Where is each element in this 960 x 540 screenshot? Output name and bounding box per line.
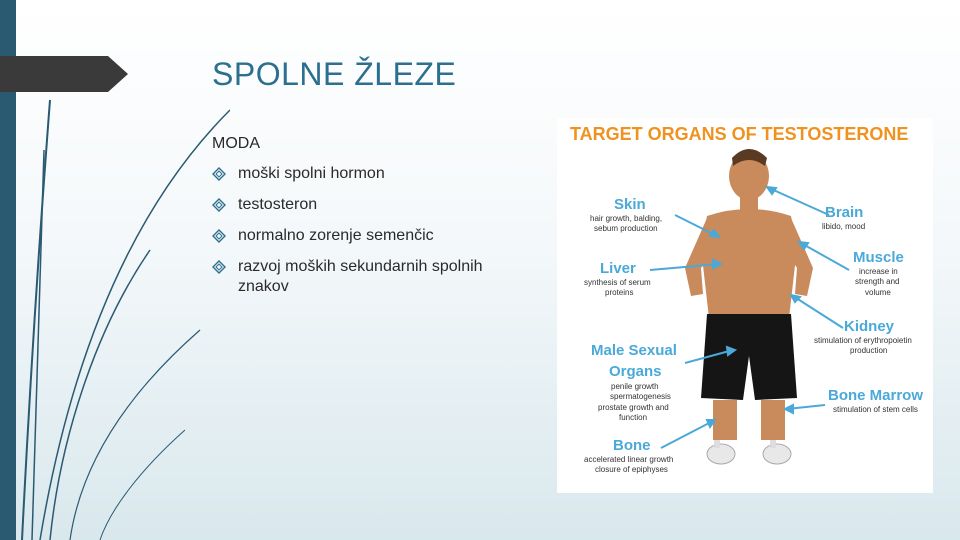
figure-title: TARGET ORGANS OF TESTOSTERONE xyxy=(570,124,909,144)
desc-bone-1: accelerated linear growth xyxy=(584,455,674,464)
bullet-text: normalno zorenje semenčic xyxy=(238,227,434,244)
bullet-item xyxy=(212,226,532,246)
label-muscle: Muscle xyxy=(853,249,904,266)
title-tab-shape xyxy=(0,56,128,92)
label-brain: Brain xyxy=(825,204,864,221)
testosterone-targets-figure xyxy=(557,118,933,493)
bullet-text: testosteron xyxy=(238,196,318,213)
desc-skin-2: sebum production xyxy=(594,224,658,233)
diamond-outline-icon xyxy=(212,198,226,212)
desc-bone-marrow-1: stimulation of stem cells xyxy=(833,405,918,414)
bullet-list xyxy=(212,164,532,308)
label-bone: Bone xyxy=(613,437,651,454)
desc-mso-3: prostate growth and xyxy=(598,403,669,412)
label-male-sexual-organs-2: Organs xyxy=(609,363,662,380)
label-male-sexual-organs-1: Male Sexual xyxy=(591,342,677,359)
section-heading: MODA xyxy=(212,135,260,152)
bullet-text: moški spolni hormon xyxy=(238,165,385,182)
desc-muscle-1: increase in xyxy=(859,267,898,276)
desc-liver-2: proteins xyxy=(605,288,634,297)
desc-muscle-3: volume xyxy=(865,288,891,297)
label-liver: Liver xyxy=(600,260,636,277)
diamond-outline-icon xyxy=(212,260,226,274)
male-figure-illustration xyxy=(685,149,813,464)
bullet-item xyxy=(212,195,532,215)
label-bone-marrow: Bone Marrow xyxy=(828,387,924,404)
desc-brain-1: libido, mood xyxy=(822,222,866,231)
slide-title: SPOLNE ŽLEZE xyxy=(212,56,457,92)
bullet-item xyxy=(212,164,532,184)
bullet-text: razvoj moških sekundarnih spolnih znakov xyxy=(238,258,483,295)
diamond-outline-icon xyxy=(212,229,226,243)
desc-skin-1: hair growth, balding, xyxy=(590,214,663,223)
label-kidney: Kidney xyxy=(844,318,895,335)
bullet-item xyxy=(212,257,532,297)
desc-kidney-1: stimulation of erythropoietin xyxy=(814,336,912,345)
diamond-outline-icon xyxy=(212,167,226,181)
desc-mso-1: penile growth xyxy=(611,382,659,391)
desc-muscle-2: strength and xyxy=(855,277,900,286)
desc-kidney-2: production xyxy=(850,346,888,355)
desc-liver-1: synthesis of serum xyxy=(584,278,651,287)
desc-bone-2: closure of epiphyses xyxy=(595,465,668,474)
desc-mso-2: spermatogenesis xyxy=(610,392,671,401)
label-skin: Skin xyxy=(614,196,646,213)
desc-mso-4: function xyxy=(619,413,648,422)
